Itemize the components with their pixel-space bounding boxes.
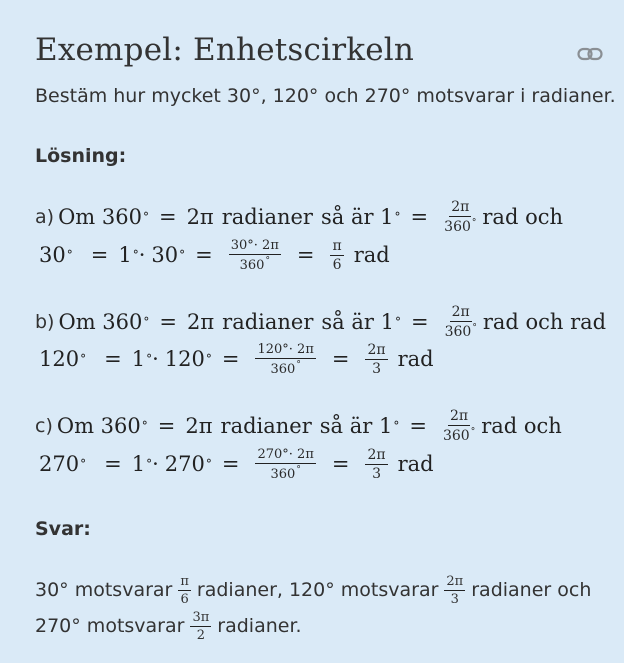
fraction — [190, 611, 211, 642]
fraction — [443, 409, 475, 443]
fraction — [445, 305, 477, 339]
equals-sign: = — [221, 452, 240, 476]
link-icon[interactable] — [577, 45, 603, 63]
equals-sign: = — [331, 347, 350, 371]
numerator: 270°· 2π — [257, 446, 314, 462]
numerator: 120°· 2π — [257, 341, 314, 357]
answer-line-2 — [35, 606, 302, 646]
degree-sign: ° — [141, 419, 148, 433]
answer-text: 30° motsvarar — [35, 579, 173, 601]
equals-sign: = — [104, 452, 122, 476]
equals-sign: = — [409, 414, 427, 438]
math-om: Om 360 — [56, 414, 141, 438]
den-value: 360 — [270, 466, 296, 482]
degree-sign: ° — [66, 248, 73, 262]
math-rad: rad — [397, 452, 434, 476]
den-value: 360 — [239, 257, 265, 273]
math-rad-och: rad och — [482, 205, 563, 229]
denominator — [271, 464, 301, 481]
problem-statement: Bestäm hur mycket 30°, 120° och 270° motsvarar i radianer. — [35, 85, 616, 107]
equals-sign: = — [296, 243, 315, 267]
part-label: b) — [35, 311, 55, 333]
math-rad: rad — [397, 347, 434, 371]
equals-sign: = — [158, 205, 177, 229]
degree-sign: ° — [179, 248, 186, 262]
part-label: c) — [35, 415, 53, 437]
numerator: 2π — [451, 199, 470, 215]
fraction — [229, 239, 281, 272]
one: 1 — [131, 452, 146, 476]
math-radianer: radianer — [220, 414, 312, 438]
degree-sign: ° — [132, 248, 139, 262]
fraction — [444, 200, 476, 234]
part-c-line-2: 270 ° = 1 ° · 270 ° = $\frac{270^\circ\cdot 2\pi}{360^\circ}$ = $\frac{2\pi}{3}$ rad — [39, 446, 434, 482]
answer-text: radianer. — [217, 615, 302, 637]
degree-sign: ° — [205, 352, 212, 366]
numerator: 2π — [450, 408, 469, 424]
den-value: 360 — [444, 324, 472, 340]
one: 1 — [118, 243, 132, 267]
math-rad-och: rad och — [481, 414, 562, 438]
answer-heading: Svar: — [35, 518, 91, 540]
math-rad-och-rad: rad och rad — [482, 310, 607, 334]
numerator: 3π — [192, 609, 210, 625]
denominator: 2 — [196, 627, 205, 643]
math-radianer: radianer — [221, 205, 313, 229]
angle-value: 270 — [164, 452, 205, 476]
equals-sign: = — [195, 243, 213, 267]
numerator: π — [180, 573, 189, 589]
denominator: 3 — [372, 360, 381, 377]
equals-sign: = — [90, 243, 109, 267]
equals-sign: = — [221, 347, 240, 371]
math-om: Om 360 — [58, 310, 143, 334]
degree-sign: ° — [143, 315, 150, 329]
numerator: 30°· 2π — [230, 237, 279, 253]
degree-sign: ° — [80, 352, 87, 366]
denominator: 3 — [450, 591, 459, 607]
numerator: 2π — [446, 573, 464, 589]
equals-sign: = — [331, 452, 350, 476]
math-om: Om 360 — [58, 205, 142, 229]
denominator: 6 — [180, 591, 189, 607]
angle-value: 120 — [164, 347, 205, 371]
degree-sign: ° — [394, 315, 401, 329]
numerator: 2π — [367, 446, 386, 463]
degree-sign: ° — [472, 323, 477, 333]
degree-sign: ° — [146, 352, 153, 366]
denominator — [444, 217, 476, 234]
numerator: 2π — [367, 341, 386, 358]
fraction — [330, 239, 343, 272]
denominator — [271, 359, 301, 376]
degree-sign: ° — [205, 457, 212, 471]
fraction — [255, 448, 315, 481]
den-value: 360 — [444, 219, 471, 235]
fraction — [255, 343, 315, 376]
part-a-line-2: 30 ° = 1 ° · 30 ° = $\frac{30^\circ\cdot 2\pi}{360^\circ}$ = $\frac{\pi}{6}$ rad — [39, 237, 390, 273]
denominator: 3 — [372, 465, 381, 482]
equals-sign: = — [159, 310, 177, 334]
equals-sign: = — [104, 347, 122, 371]
degree-sign: ° — [393, 419, 400, 433]
one: 1 — [131, 347, 146, 371]
fraction — [178, 575, 191, 606]
degree-sign: ° — [146, 457, 153, 471]
numerator: 2π — [451, 304, 470, 320]
den-value: 360 — [270, 361, 296, 377]
math-2pi: 2π — [185, 414, 213, 438]
denominator — [240, 255, 270, 272]
fraction — [365, 343, 387, 376]
math-sa-ar: så är 1 — [319, 414, 393, 438]
math-sa-ar: så är 1 — [321, 310, 394, 334]
answer-text: 270° motsvarar — [35, 615, 185, 637]
answer-line-1 — [35, 570, 591, 610]
angle-value: 120 — [39, 347, 80, 371]
denominator: 6 — [332, 256, 342, 273]
math-sa-ar: så är 1 — [320, 205, 394, 229]
math-rad: rad — [353, 243, 390, 267]
solution-heading: Lösning: — [35, 145, 127, 167]
angle-value: 30 — [151, 243, 179, 267]
degree-sign: ° — [80, 457, 87, 471]
denominator — [443, 426, 475, 443]
equals-sign: = — [157, 414, 176, 438]
answer-text: radianer, 120° motsvarar — [196, 579, 439, 601]
numerator: π — [332, 237, 342, 254]
equals-sign: = — [410, 310, 429, 334]
math-radianer: radianer — [222, 310, 314, 334]
math-2pi: 2π — [186, 205, 214, 229]
angle-value: 270 — [39, 452, 80, 476]
denominator — [445, 322, 477, 339]
degree-sign: ° — [296, 464, 301, 475]
degree-sign: ° — [142, 210, 149, 224]
equals-sign: = — [410, 205, 429, 229]
degree-sign: ° — [296, 359, 301, 370]
part-label: a) — [35, 206, 55, 228]
math-2pi: 2π — [186, 310, 215, 334]
part-b-line-2: 120 ° = 1 ° · 120 ° = $\frac{120^\circ\cdot 2\pi}{360^\circ}$ = $\frac{2\pi}{3}$ rad — [39, 341, 434, 377]
angle-value: 30 — [39, 243, 66, 267]
degree-sign: ° — [265, 255, 270, 266]
fraction — [365, 448, 387, 481]
degree-sign: ° — [470, 427, 476, 437]
degree-sign: ° — [471, 218, 477, 228]
degree-sign: ° — [394, 210, 401, 224]
answer-text: radianer och — [471, 579, 592, 601]
den-value: 360 — [442, 428, 470, 444]
fraction — [444, 575, 465, 606]
page-title: Exempel: Enhetscirkeln — [35, 32, 415, 68]
